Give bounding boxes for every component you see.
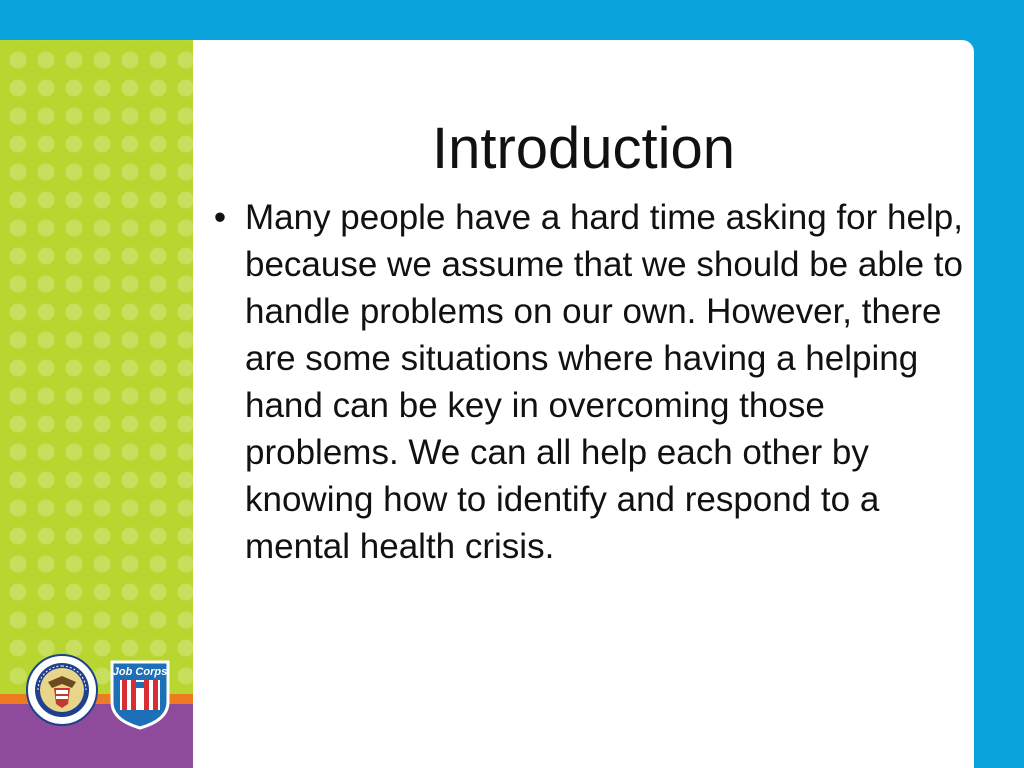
department-of-labor-seal-icon bbox=[26, 654, 98, 726]
left-decorative-panel bbox=[0, 40, 193, 768]
bullet-list bbox=[205, 194, 965, 570]
content-card bbox=[193, 40, 974, 768]
bullet-item bbox=[205, 194, 965, 570]
bullet-text: Many people have a hard time asking for help, because we assume that we should be able to handle problems on our own. However, there are some situations where having a helping hand can be key in overcoming those problems. We can all help each other by knowing how to identify and respond to a mental health crisis. bbox=[245, 198, 963, 566]
job-corps-logo-icon bbox=[108, 658, 172, 730]
slide-title: Introduction bbox=[431, 116, 736, 181]
job-corps-logo-text: Job Corps bbox=[112, 666, 168, 678]
bullet-marker: • bbox=[213, 198, 227, 237]
